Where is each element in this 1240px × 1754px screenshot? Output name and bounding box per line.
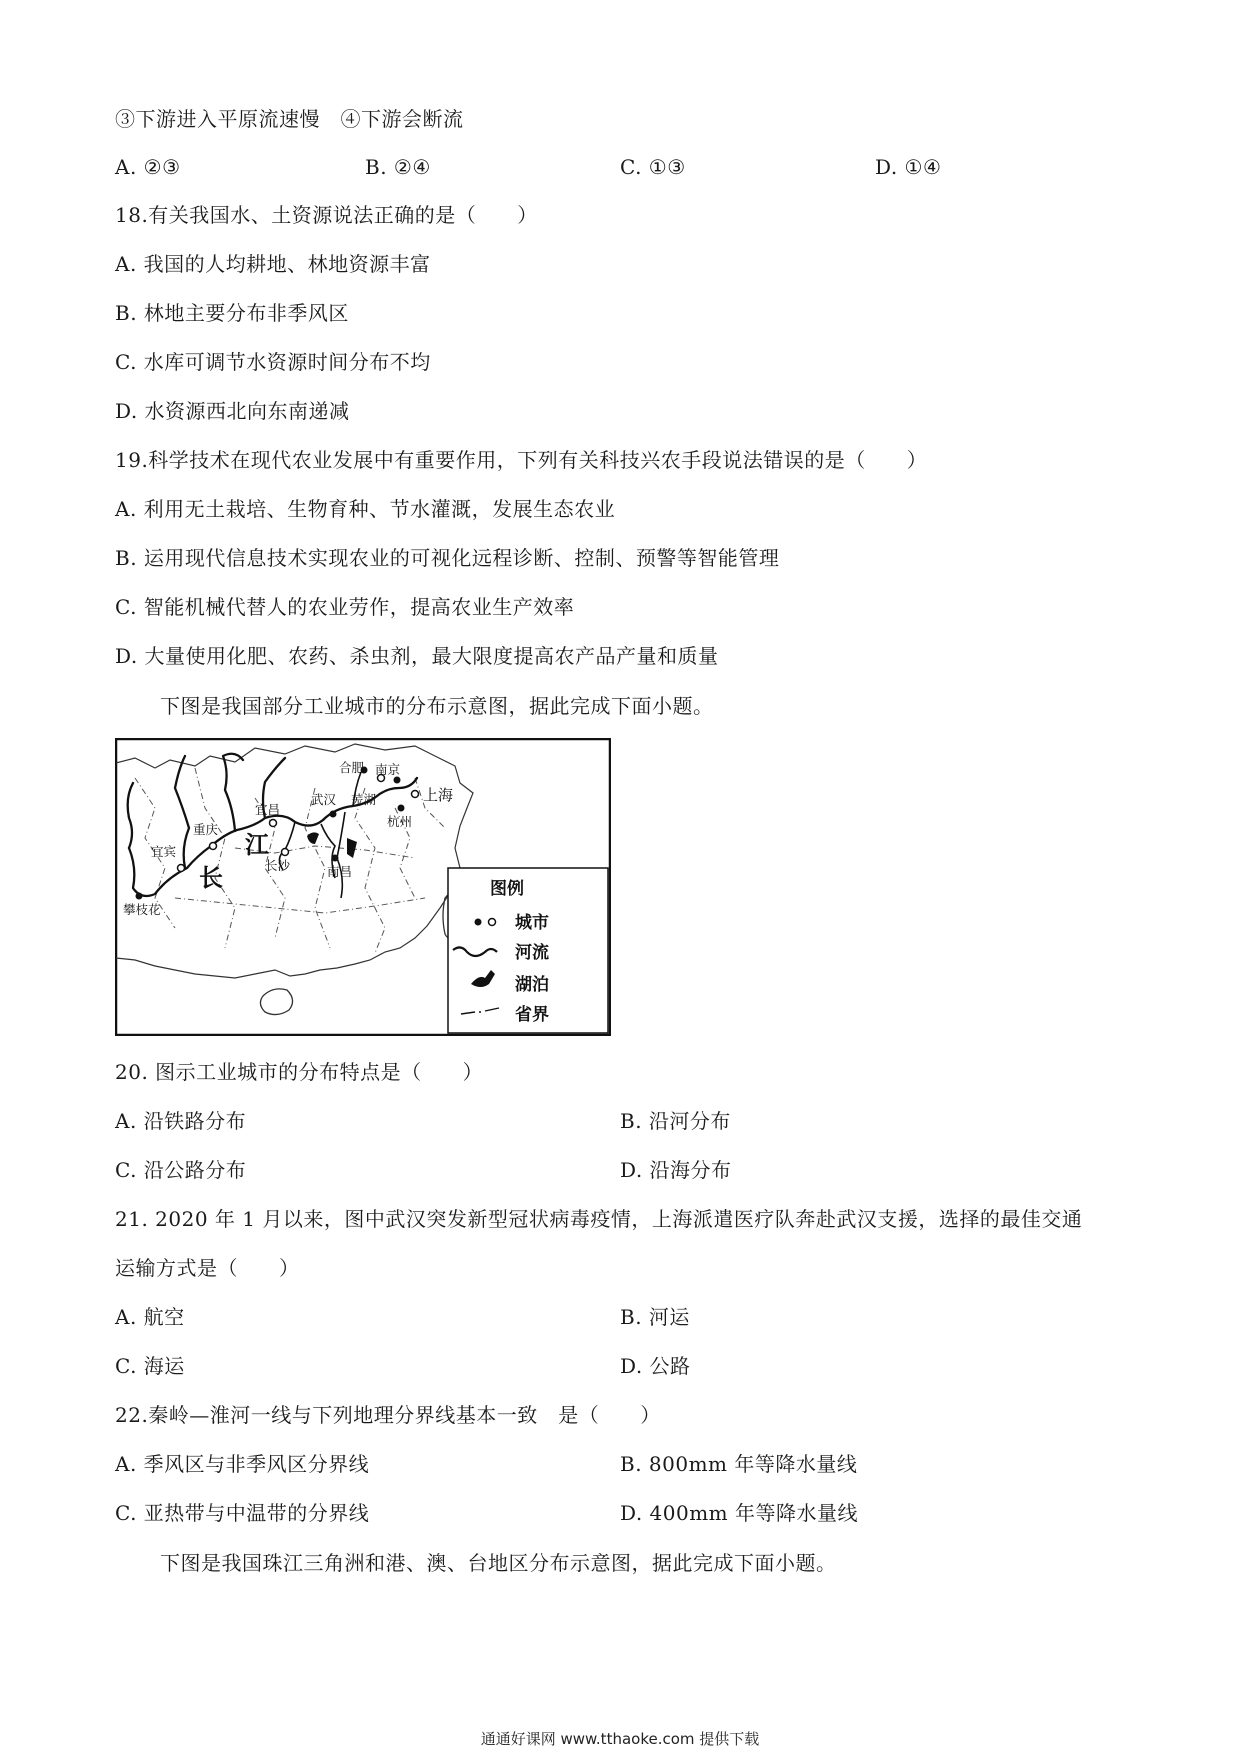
q22-option-b: B. 800mm 年等降水量线 [620,1452,858,1476]
q18-option-d: D. 水资源西北向东南递减 [115,399,350,423]
q17-option-d: D. ①④ [875,155,942,179]
q21-stem-line1: 21. 2020 年 1 月以来，图中武汉突发新型冠状病毒疫情，上海派遣医疗队奔赴武汉支援，选择的最佳交通 [115,1207,1083,1231]
q20-option-b: B. 沿河分布 [620,1109,731,1133]
river-char-jiang: 江 [245,831,269,859]
q22-option-a: A. 季风区与非季风区分界线 [115,1452,370,1476]
city-changsha: 长沙 [265,858,291,873]
q21-option-b: B. 河运 [620,1305,690,1329]
river-char-chang: 长 [199,864,223,892]
q19-option-a: A. 利用无土栽培、生物育种、节水灌溉，发展生态农业 [115,497,616,521]
q20-option-d: D. 沿海分布 [620,1158,732,1182]
q20-option-a: A. 沿铁路分布 [115,1109,247,1133]
q19-option-b: B. 运用现代信息技术实现农业的可视化远程诊断、控制、预警等智能管理 [115,546,780,570]
q21-stem-line2: 运输方式是（ ） [115,1256,300,1280]
q21-option-a: A. 航空 [115,1305,185,1329]
q17-option-a: A. ②③ [115,155,181,179]
city-shanghai: 上海 [423,786,454,804]
q21-option-d: D. 公路 [620,1354,691,1378]
q22-option-d: D. 400mm 年等降水量线 [620,1501,858,1525]
q20-stem: 20. 图示工业城市的分布特点是（ ） [115,1060,484,1084]
city-hangzhou: 杭州 [387,814,413,829]
city-yichang: 宜昌 [255,802,281,817]
city-chongqing: 重庆 [193,822,219,837]
map-legend [448,868,608,1033]
q17-stem-tail: ③下游进入平原流速慢 ④下游会断流 [115,107,464,131]
city-wuhan: 武汉 [311,792,337,807]
q18-option-a: A. 我国的人均耕地、林地资源丰富 [115,252,431,276]
q18-option-c: C. 水库可调节水资源时间分布不均 [115,350,431,374]
legend-lake: 湖泊 [515,975,549,995]
q19-option-c: C. 智能机械代替人的农业劳作，提高农业生产效率 [115,595,575,619]
q19-stem: 19.科学技术在现代农业发展中有重要作用，下列有关科技兴农手段说法错误的是（ ） [115,448,928,472]
map-intro-text: 下图是我国部分工业城市的分布示意图，据此完成下面小题。 [160,694,714,718]
page-footer: 通通好课网 www.tthaoke.com 提供下载 [480,1730,760,1748]
legend-border: 省界 [515,1005,549,1025]
q17-option-c: C. ①③ [620,155,686,179]
map2-intro-text: 下图是我国珠江三角洲和港、澳、台地区分布示意图，据此完成下面小题。 [160,1551,837,1575]
city-wuhu: 芜湖 [351,792,377,807]
q20-option-c: C. 沿公路分布 [115,1158,247,1182]
city-nanjing: 南京 [375,762,401,777]
legend-river: 河流 [515,943,549,963]
legend-title: 图例 [490,879,524,899]
q22-stem: 22.秦岭—淮河一线与下列地理分界线基本一致 是（ ） [115,1403,661,1427]
industrial-cities-map [115,738,611,1036]
q18-option-b: B. 林地主要分布非季风区 [115,301,349,325]
q22-option-c: C. 亚热带与中温带的分界线 [115,1501,370,1525]
city-yibin: 宜宾 [151,844,177,859]
city-panzhihua: 攀枝花 [123,902,161,917]
q17-option-b: B. ②④ [365,155,431,179]
q19-option-d: D. 大量使用化肥、农药、杀虫剂，最大限度提高农产品产量和质量 [115,644,719,668]
city-nanchang: 南昌 [327,864,353,879]
q21-option-c: C. 海运 [115,1354,185,1378]
legend-city: 城市 [515,913,549,933]
q18-stem: 18.有关我国水、土资源说法正确的是（ ） [115,203,538,227]
city-hefei: 合肥 [339,760,365,775]
